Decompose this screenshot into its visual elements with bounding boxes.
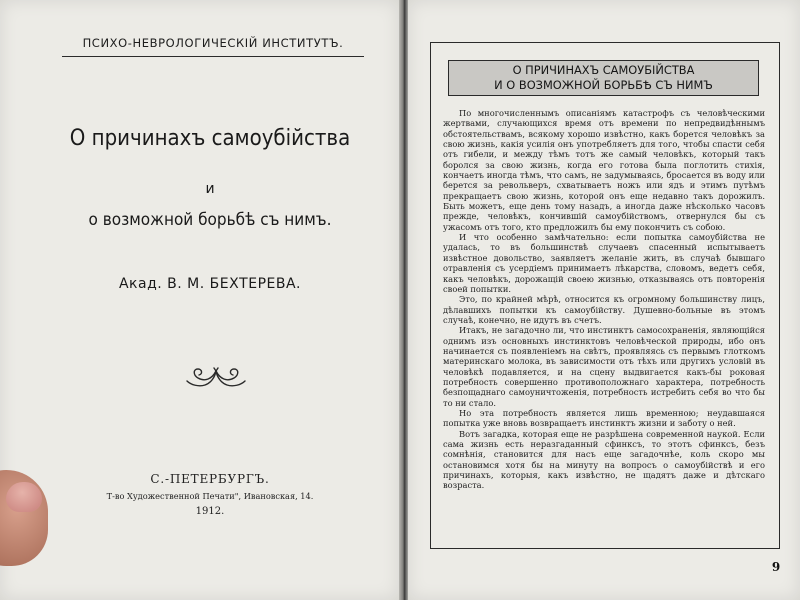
institute-header: ПСИХО-НЕВРОЛОГИЧЕСКIЙ ИНСТИТУТЪ.	[62, 34, 364, 57]
book-gutter	[399, 0, 408, 600]
chapter-title-line2: И О ВОЗМОЖНОЙ БОРЬБѢ СЪ НИМЪ	[494, 78, 713, 92]
chapter-title-box	[448, 60, 759, 96]
paragraph: Вотъ загадка, которая еще не разрѣшена современной наукой. Если сама жизнь есть неразгаданный сфинксъ, то этотъ сфинксъ, безъ сомнѣнія, становится для насъ еще загадочнѣе, коль скоро мы остановимся хотя бы на минуту на вопросъ о самоубійствѣ и его причинахъ, которыя, какъ извѣстно, не щадятъ даже и дѣтскаго возраста.	[443, 428, 765, 491]
paragraph: И что особенно замѣчательно: если попытка самоубійства не удалась, то въ большинствѣ случаевъ спасенный испытываетъ извѣстное довольство, заявляетъ желаніе жить, въ случаѣ бывшаго отравленія съ усердіемъ принимаетъ лѣкарства, словомъ, ведетъ себя, какъ человѣкъ, дорожащій своею жизнью, отказываясь отъ повторенія своей попытки.	[443, 232, 765, 294]
chapter-title-line1: О ПРИЧИНАХЪ САМОУБІЙСТВА	[512, 63, 695, 77]
imprint-year: 1912.	[195, 506, 225, 517]
paragraph: Итакъ, не загадочно ли, что инстинктъ самосохраненія, являющійся однимъ изъ основныхъ инстинктовъ человѣческой природы, ибо онъ начинается съ появленіемъ на свѣтъ, проявляясь съ первымъ глоткомъ материнскаго молока, въ зависимости отъ тѣхъ или другихъ условій въ человѣкѣ подавляется, и на сцену выдвигается какъ-бы роковая потребность совершенно противоположнаго характера, потребность безпощаднаго самоуничтоженія, потребность истребить себя во что бы то ни стало.	[443, 325, 765, 408]
paragraph: Это, по крайней мѣрѣ, относится къ огромному большинству лицъ, дѣлавшихъ попытки къ самоубійству. Душевно-больные въ этомъ случаѣ, конечно, не идутъ въ счетъ.	[443, 294, 765, 325]
imprint-press: Т-во Художественной Печати", Ивановская, 14.	[106, 491, 314, 501]
book-title-line1: О причинахъ самоубійства	[69, 126, 351, 151]
paragraph: По многочисленнымъ описаніямъ катастрофъ съ человѣческими жертвами, случающихся время отъ времени по непредвидѣннымъ обстоятельствамъ, всякому хорошо извѣстно, какъ борется человѣкъ за свою жизнь, какія усилія онъ употребляетъ для того, чтобы спасти себя отъ гибели, и между тѣмъ тотъ же самый человѣкъ, который такъ боролся за свою жизнь, когда его готова была поглотить стихія, кончаетъ иногда тѣмъ, что самъ, не задумываясь, бросается въ воду или берется за револьверъ, схватываетъ ножъ или ядъ и этимъ путѣмъ прекращаетъ свою жизнь, которой онъ еще недавно такъ дорожилъ. Быть можетъ, еще день тому назадъ, а иногда даже нѣсколько часовъ прежде, человѣкъ, кончившій самоубійствомъ, отвернулся бы съ ужасомъ отъ того, кто предложилъ бы ему покончить съ собою.	[443, 108, 765, 232]
fingernail	[6, 482, 42, 512]
author-line: Акад. В. М. БЕХТЕРЕВА.	[118, 276, 302, 292]
ornament-flourish-icon	[183, 365, 249, 389]
book-title-line2: о возможной борьбѣ съ нимъ.	[88, 210, 332, 230]
imprint-city: С.-ПЕТЕРБУРГЪ.	[150, 472, 270, 486]
page-number: 9	[771, 560, 781, 574]
paragraph: Но эта потребность является лишь временною; неудавшаяся попытка уже вновь возвращаетъ инстинктъ жизни и заботу о ней.	[443, 407, 765, 429]
body-text	[443, 108, 765, 540]
book-title-conjunction: и	[205, 181, 215, 197]
